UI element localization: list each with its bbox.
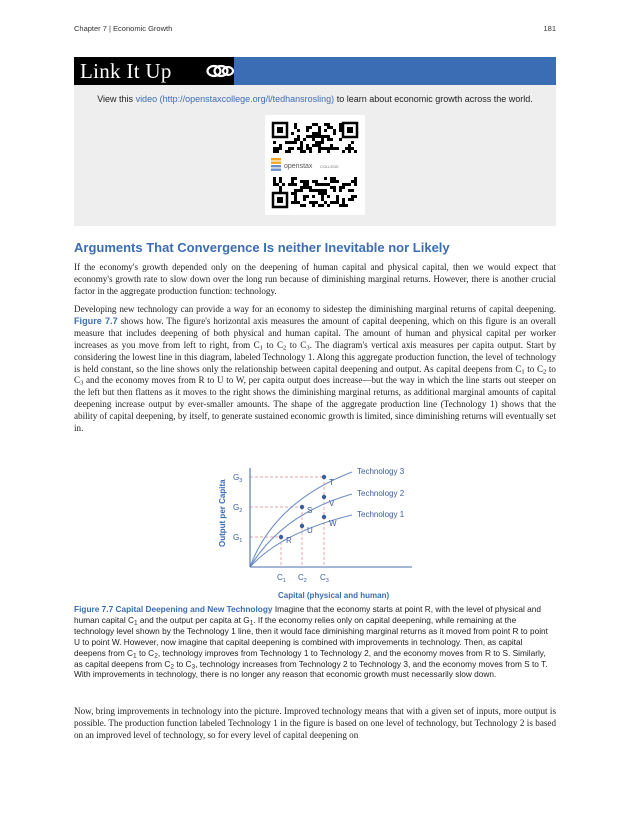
point-t	[322, 475, 326, 479]
y-axis-title: Output per Capita	[218, 479, 227, 547]
section-heading: Arguments That Convergence Is neither Inevitable nor Likely	[74, 240, 450, 255]
banner-title-block	[74, 57, 234, 85]
label-technology-3: Technology 3	[357, 467, 405, 476]
point-u	[300, 524, 304, 528]
point-s	[300, 505, 304, 509]
qr-code-graphic	[265, 115, 365, 215]
label-r: R	[286, 536, 292, 545]
label-technology-1: Technology 1	[357, 510, 405, 519]
label-u: U	[307, 526, 313, 535]
link-it-up-banner	[74, 57, 556, 85]
link-it-up-box	[74, 85, 556, 226]
label-t: T	[329, 478, 334, 487]
banner-title: Link It Up	[80, 59, 172, 83]
chain-link-icon	[206, 61, 234, 81]
label-technology-2: Technology 2	[357, 489, 405, 498]
label-c3: $C_3$	[320, 573, 329, 584]
figure-7-7-chart	[212, 462, 422, 602]
paragraph-2: Developing new technology can provide a way for an economy to sidestep the diminishing marginal returns of capital deepening. Figure 7.7 shows how. The figure's horizontal axis measures the amount of capital deepening, which on this figure is an overall measure that includes deepening of both physical and human capital. The amount of human and physical capital per worker increases as you move from left to right, from $C_1$ to $C_2$ to $C_3$. The diagram's vertical axis measures per capita output. Start by considering the lowest line in this diagram, labeled Technology 1. Along this aggregate production function, the level of technology is held constant, so the line shows only the relationship between capital deepening and output. As capital deepens from $C_1$ to $C_2$ to $C_3$ and the economy moves from R to U to W, per capita output does increase—but the way in which the line starts out steeper on the left but then flattens as it moves to the right shows the diminishing marginal returns, as additional marginal amounts of capital deepening increase output by ever-smaller amounts. The shape of the aggregate production line (Technology 1) shows that the ability of capital deepening, by itself, to generate sustained economic growth is limited, since diminishing returns will eventually set in.	[74, 304, 557, 434]
label-s: S	[307, 506, 313, 515]
point-w	[322, 515, 326, 519]
technology-2-curve	[250, 494, 352, 567]
link-description: View this video (http://openstaxcollege.org/l/tedhansrosling) to learn about economic growth across the world.	[97, 94, 533, 104]
qr-brand-suffix: COLLEGE	[320, 164, 339, 169]
label-c2: $C_2$	[298, 573, 307, 584]
point-r	[279, 535, 283, 539]
figure-caption: Figure 7.7 Capital Deepening and New Technology Imagine that the economy starts at point R, with the level of physical and human capital $C_1$ and the output per capita at $G_1$. If the economy relies only on capital deepening, while remaining at the technology level shown by the Technology 1 line, then it would face diminishing marginal returns as it moved from point R to point U to point W. However, now imagine that capital deepening is combined with improvements in technology. Then, as capital deepens from $C_1$ to $C_2$, technology improves from Technology 1 to Technology 2, and the economy moves from R to S. Similarly, as capital deepens from $C_2$ to $C_3$, technology increases from Technology 2 to Technology 3, and the economy moves from S to T. With improvements in technology, there is no longer any reason that economic growth must necessarily slow down.	[74, 604, 548, 680]
x-axis-title: Capital (physical and human)	[278, 591, 390, 600]
label-g2: $G_2$	[233, 503, 243, 514]
chapter-title: Chapter 7 | Economic Growth	[74, 24, 173, 33]
page-number: 181	[543, 24, 556, 33]
caption-title: Figure 7.7 Capital Deepening and New Technology	[74, 604, 273, 614]
technology-1-curve	[250, 515, 352, 567]
label-g1: $G_1$	[233, 533, 243, 544]
label-v: V	[329, 499, 335, 508]
point-v	[322, 495, 326, 499]
qr-brand: openstax	[284, 163, 313, 170]
paragraph-3: Now, bring improvements in technology into the picture. Improved technology means that with a given set of inputs, more output is possible. The production function labeled Technology 1 in the figure is based on one level of technology, but Technology 2 is based on an improved level of technology, so for every level of capital deepening on	[74, 706, 556, 740]
video-link[interactable]: video (http://openstaxcollege.org/l/tedhansrosling)	[135, 94, 335, 104]
figure-7-7-link[interactable]: Figure 7.7	[74, 315, 118, 326]
running-header	[74, 24, 556, 33]
label-c1: $C_1$	[277, 573, 286, 584]
label-g3: $G_3$	[233, 473, 243, 484]
qr-code[interactable]	[265, 115, 365, 215]
paragraph-1: If the economy's growth depended only on the deepening of human capital and physical capital, then we would expect that economy's growth rate to slow down over the long run because of diminishing marginal returns. However, there is another crucial factor in the aggregate production function: technology.	[74, 262, 556, 296]
label-w: W	[329, 519, 337, 528]
